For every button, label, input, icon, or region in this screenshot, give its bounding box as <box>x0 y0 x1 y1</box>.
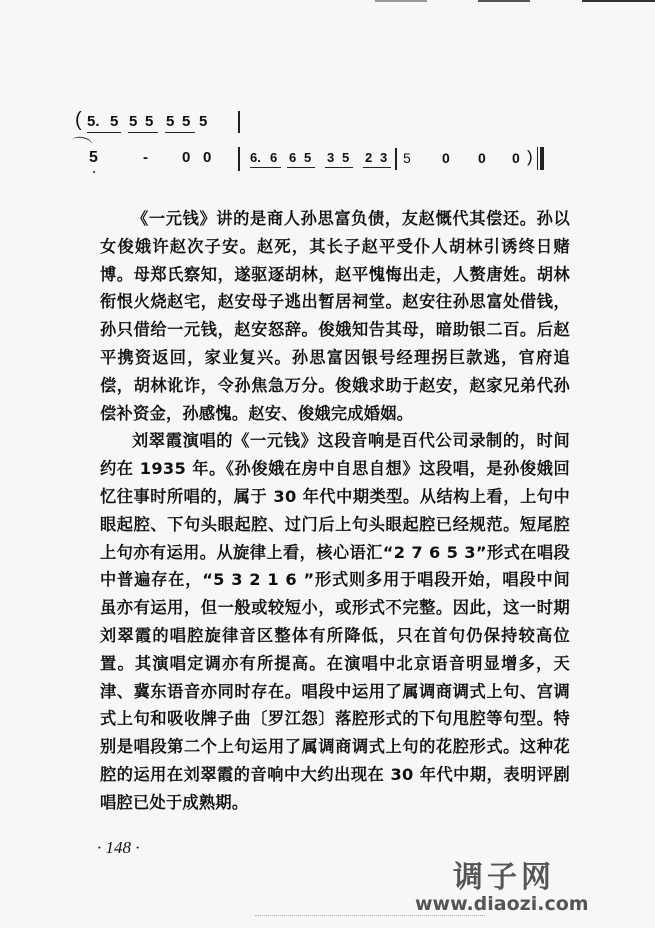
barline <box>395 148 397 170</box>
note: 0 <box>512 150 520 166</box>
note: 6 <box>289 150 297 165</box>
note: 5. <box>87 113 100 130</box>
beam <box>250 167 281 168</box>
note: 5 <box>342 150 350 165</box>
note: 5 <box>129 113 138 130</box>
beam <box>128 132 158 133</box>
beam <box>87 132 121 133</box>
beam <box>165 132 195 133</box>
slur <box>71 135 93 150</box>
note: 5 <box>199 113 208 130</box>
note: 3 <box>327 150 335 165</box>
note: 5 <box>166 113 175 130</box>
bracket: ( <box>75 109 82 131</box>
beam <box>363 167 391 168</box>
note: 5 <box>110 113 119 130</box>
scan-artifact <box>255 915 485 918</box>
barline <box>238 111 240 133</box>
top-rule <box>582 0 655 2</box>
note: 0 <box>442 150 450 166</box>
page-number: · 148 · <box>97 838 140 857</box>
beam <box>287 167 315 168</box>
note: 6 <box>270 150 278 165</box>
note: - <box>143 149 148 166</box>
note: 5 <box>403 150 411 166</box>
paragraph: 刘翠霞演唱的《一元钱》这段音响是百代公司录制的，时间约在 1935 年。《孙俊娥在房中自思自想》这段唱，是孙俊娥回忆往事时所唱的，属于 30 年代中期类型。从结构上看，上句中眼起腔、下句头眼起腔、过门后上句头眼起腔已经规范。短尾腔上句亦有运用。从旋律上看，核心语汇“2 7 6 5 3”形式在唱段中普遍存在，“5 3 2 1 6 ”形式则多用于唱段开始，唱段中间虽亦有运用，但一般或较短小，或形式不完整。因此，这一时期刘翠霞的唱腔旋律音区整体有所降低，只在首句仍保持较高位置。其演唱定调亦有所提高。在演唱中北京语音明显增多，天津、冀东语音亦同时存在。唱段中运用了属调商调式上句、宫调式上句和吸收牌子曲〔罗江怨〕落腔形式的下句甩腔等句型。特别是唱段第二个上句运用了属调商调式上句的花腔形式。这种花腔的运用在刘翠霞的音响中大约出现在 30 年代中期，表明评剧唱腔已处于成熟期。 <box>100 431 570 812</box>
note: 5 <box>304 150 312 165</box>
note: 5 <box>182 113 191 130</box>
note: 0 <box>182 149 191 166</box>
music-score <box>75 105 595 185</box>
watermark-name: 调子网 <box>453 860 555 895</box>
watermark-url: www.diaozi.com <box>415 893 589 915</box>
note: 5 <box>89 149 98 166</box>
final-barline <box>540 147 544 170</box>
top-rule <box>478 0 530 2</box>
low-dot <box>93 171 95 173</box>
body-text <box>100 205 570 817</box>
note: 5 <box>145 113 154 130</box>
note: 0 <box>478 150 486 166</box>
beam <box>325 167 353 168</box>
note: 6. <box>250 150 261 165</box>
paragraph: 《一元钱》讲的是商人孙思富负债，友赵慨代其偿还。孙以女俊娥许赵次子安。赵死，其长子赵平受仆人胡林引诱终日赌博。母郑氏察知，遂驱逐胡林，赵平愧悔出走，人赘唐姓。胡林衔恨火烧赵宅，赵安母子逃出暂居祠堂。赵安往孙思富处借钱，孙只借给一元钱，赵安怒辞。俊娥知告其母，暗助银二百。后赵平携资返回，家业复兴。孙思富因银号经理拐巨款逃，官府追偿，胡林讹诈，令孙焦急万分。俊娥求助于赵安，赵家兄弟代孙偿补资金，孙感愧。赵安、俊娥完成婚姻。 <box>100 209 570 423</box>
top-rule <box>375 0 427 2</box>
note: 2 <box>365 150 373 165</box>
note: 3 <box>380 150 388 165</box>
barline <box>238 147 240 171</box>
note: 0 <box>203 149 212 166</box>
final-barline <box>537 147 538 170</box>
bracket: ) <box>527 147 533 166</box>
